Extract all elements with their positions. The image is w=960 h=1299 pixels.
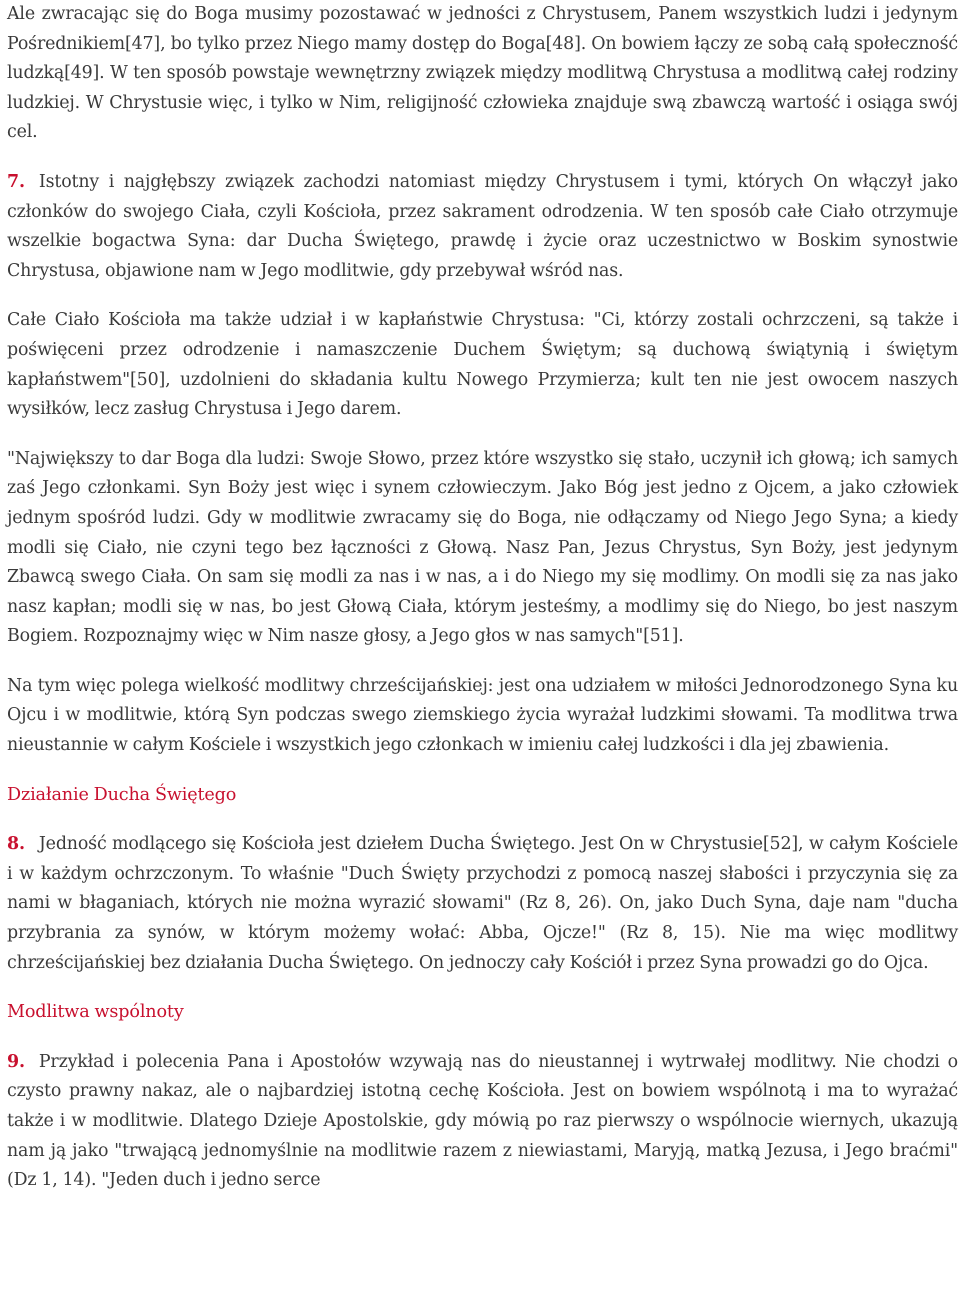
paragraph-9-text: Przykład i polecenia Pana i Apostołów wzywają nas do nieustannej i wytrwałej modlitwy. Nie chodzi o czysto prawny nakaz, ale o najbardziej istotną cechę Kościoła. Jest on bowiem wspólnotą i ma to wyrażać także i w modlitwie. Dlatego Dzieje Apostolskie, gdy mówią po raz pierwszy o wspólnocie wiernych, ukazują nam ją jako "trwającą jednomyślnie na modlitwie razem z niewiastami, Maryją, matką Jezusa, i Jego braćmi" (Dz 1, 14). "Jeden duch i jedno serce — [7, 1051, 958, 1191]
paragraph-quote-najwiekszy: "Największy to dar Boga dla ludzi: Swoje Słowo, przez które wszystko się stało, uczynił ich głową; ich samych zaś Jego członkami. Syn Boży jest więc i synem człowieczym. Jako Bóg jest jedno z Ojcem, a jako człowiek jednym spośród ludzi. Gdy w modlitwie zwracamy się do Boga, nie odłączamy od Niego Jego Syna; a kiedy modli się Ciało, nie czyni tego bez łączności z Głową. Nasz Pan, Jezus Chrystus, Syn Boży, jest jedynym Zbawcą swego Ciała. On sam się modli za nas i w nas, a i do Niego my się modlimy. On modli się za nas jako nasz kapłan; modli się w nas, bo jest Głową Ciała, którym jesteśmy, a modlimy się do Niego, bo jest naszym Bogiem. Rozpoznajmy więc w Nim nasze głosy, a Jego głos w nas samych"[51]. — [7, 448, 958, 647]
paragraph-7 — [7, 168, 958, 286]
section-heading-modlitwa-wspolnoty: Modlitwa wspólnoty — [7, 1002, 184, 1023]
document-body — [7, 0, 958, 1216]
paragraph-na-tym: Na tym więc polega wielkość modlitwy chrześcijańskiej: jest ona udziałem w miłości Jednorodzonego Syna ku Ojcu i w modlitwie, którą Syn podczas swego ziemskiego życia wyrażał ludzkimi słowami. Ta modlitwa trwa nieustannie w całym Kościele i wszystkich jego członkach w imieniu całej ludzkości i dla jej zbawienia. — [7, 675, 958, 756]
section-heading-dzialanie-ducha: Działanie Ducha Świętego — [7, 784, 237, 805]
paragraph-number-8: 8. — [7, 834, 25, 855]
paragraph-number-9: 9. — [7, 1051, 25, 1072]
paragraph-9 — [7, 1048, 958, 1196]
paragraph-8-text: Jedność modlącego się Kościoła jest dziełem Ducha Świętego. Jest On w Chrystusie[52], w całym Kościele i w każdym ochrzczonym. To właśnie "Duch Święty przychodzi z pomocą naszej słabości i przyczynia się za nami w błaganiach, których nie można wyrazić słowami" (Rz 8, 26). On, jako Duch Syna, daje nam "ducha przybrania za synów, w którym możemy wołać: Abba, Ojcze!" (Rz 8, 15). Nie ma więc modlitwy chrześcijańskiej bez działania Ducha Świętego. On jednoczy cały Kościół i przez Syna prowadzi go do Ojca. — [7, 834, 958, 973]
paragraph-number-7: 7. — [7, 171, 25, 192]
paragraph-8 — [7, 830, 958, 978]
paragraph-7-text: Istotny i najgłębszy związek zachodzi natomiast między Chrystusem i tymi, których On włączył jako członków do swojego Ciała, czyli Kościoła, przez sakrament odrodzenia. W ten sposób całe Ciało otrzymuje wszelkie bogactwa Syna: dar Ducha Świętego, prawdę i życie oraz uczestnictwo w Boskim synostwie Chrystusa, objawione nam w Jego modlitwie, gdy przebywał wśród nas. — [7, 171, 958, 281]
paragraph-intro: Ale zwracając się do Boga musimy pozostawać w jedności z Chrystusem, Panem wszystkich ludzi i jedynym Pośrednikiem[47], bo tylko przez Niego mamy dostęp do Boga[48]. On bowiem łączy ze sobą całą społeczność ludzką[49]. W ten sposób powstaje wewnętrzny związek między modlitwą Chrystusa a modlitwą całej rodziny ludzkiej. W Chrystusie więc, i tylko w Nim, religijność człowieka znajduje swą zbawczą wartość i osiąga swój cel. — [7, 4, 958, 143]
paragraph-cale-cialo: Całe Ciało Kościoła ma także udział i w kapłaństwie Chrystusa: "Ci, którzy zostali ochrzczeni, są także i poświęceni przez odrodzenie i namaszczenie Duchem Świętym; są duchową świątynią i świętym kapłaństwem"[50], uzdolnieni do składania kultu Nowego Przymierza; kult ten nie jest owocem naszych wysiłków, lecz zasług Chrystusa i Jego darem. — [7, 310, 958, 420]
